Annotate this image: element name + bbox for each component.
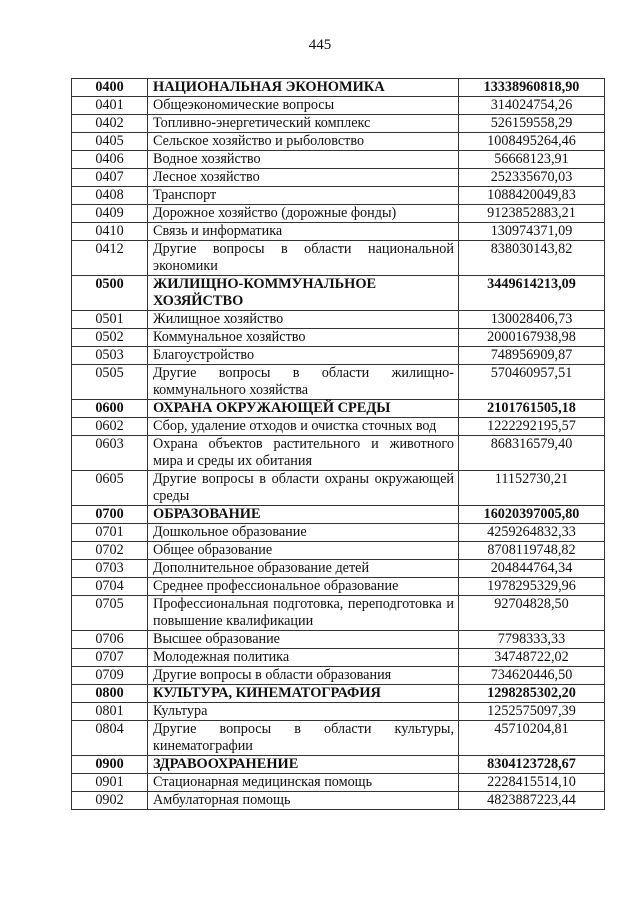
- row-amount: 7798333,33: [459, 631, 605, 649]
- row-amount: 734620446,50: [459, 667, 605, 685]
- row-code: 0401: [72, 97, 148, 115]
- table-row: [72, 329, 605, 347]
- row-name: Дорожное хозяйство (дорожные фонды): [148, 205, 459, 223]
- row-code: 0600: [72, 400, 148, 418]
- table-row: [72, 774, 605, 792]
- row-name: Транспорт: [148, 187, 459, 205]
- row-amount: 868316579,40: [459, 436, 605, 471]
- row-code: 0407: [72, 169, 148, 187]
- row-amount: 1252575097,39: [459, 703, 605, 721]
- table-row: [72, 223, 605, 241]
- row-code: 0800: [72, 685, 148, 703]
- row-code: 0804: [72, 721, 148, 756]
- row-name: Охрана объектов растительного и животного мира и среды их обитания: [148, 436, 459, 471]
- row-code: 0901: [72, 774, 148, 792]
- row-amount: 8304123728,67: [459, 756, 605, 774]
- row-amount: 9123852883,21: [459, 205, 605, 223]
- row-amount: 4259264832,33: [459, 524, 605, 542]
- row-code: 0704: [72, 578, 148, 596]
- table-row: [72, 631, 605, 649]
- table-row: [72, 649, 605, 667]
- table-row: [72, 542, 605, 560]
- row-code: 0405: [72, 133, 148, 151]
- row-code: 0400: [72, 79, 148, 97]
- row-name: Амбулаторная помощь: [148, 792, 459, 810]
- row-amount: 314024754,26: [459, 97, 605, 115]
- row-code: 0706: [72, 631, 148, 649]
- row-name: Сбор, удаление отходов и очистка сточных вод: [148, 418, 459, 436]
- row-amount: 570460957,51: [459, 365, 605, 400]
- row-code: 0902: [72, 792, 148, 810]
- row-code: 0406: [72, 151, 148, 169]
- row-code: 0701: [72, 524, 148, 542]
- row-code: 0707: [72, 649, 148, 667]
- table-row: [72, 311, 605, 329]
- row-amount: 16020397005,80: [459, 506, 605, 524]
- row-name: Водное хозяйство: [148, 151, 459, 169]
- table-row: [72, 703, 605, 721]
- section-row: [72, 79, 605, 97]
- row-name: Другие вопросы в области образования: [148, 667, 459, 685]
- row-amount: 13338960818,90: [459, 79, 605, 97]
- row-name: Общеэкономические вопросы: [148, 97, 459, 115]
- row-amount: 526159558,29: [459, 115, 605, 133]
- table-row: [72, 151, 605, 169]
- row-name: Связь и информатика: [148, 223, 459, 241]
- row-amount: 252335670,03: [459, 169, 605, 187]
- row-name: Профессиональная подготовка, переподготовка и повышение квалификации: [148, 596, 459, 631]
- row-code: 0700: [72, 506, 148, 524]
- row-code: 0402: [72, 115, 148, 133]
- row-amount: 8708119748,82: [459, 542, 605, 560]
- table-row: [72, 97, 605, 115]
- row-amount: 1088420049,83: [459, 187, 605, 205]
- row-name: КУЛЬТУРА, КИНЕМАТОГРАФИЯ: [148, 685, 459, 703]
- row-name: Благоустройство: [148, 347, 459, 365]
- row-amount: 2228415514,10: [459, 774, 605, 792]
- row-code: 0412: [72, 241, 148, 276]
- row-amount: 92704828,50: [459, 596, 605, 631]
- row-amount: 748956909,87: [459, 347, 605, 365]
- row-name: Другие вопросы в области национальной экономики: [148, 241, 459, 276]
- row-name: НАЦИОНАЛЬНАЯ ЭКОНОМИКА: [148, 79, 459, 97]
- row-name: Коммунальное хозяйство: [148, 329, 459, 347]
- row-name: Дополнительное образование детей: [148, 560, 459, 578]
- row-amount: 56668123,91: [459, 151, 605, 169]
- section-row: [72, 506, 605, 524]
- row-amount: 45710204,81: [459, 721, 605, 756]
- row-code: 0409: [72, 205, 148, 223]
- row-amount: 130028406,73: [459, 311, 605, 329]
- row-amount: 4823887223,44: [459, 792, 605, 810]
- row-amount: 1298285302,20: [459, 685, 605, 703]
- row-code: 0501: [72, 311, 148, 329]
- table-row: [72, 205, 605, 223]
- table-row: [72, 115, 605, 133]
- table-row: [72, 667, 605, 685]
- row-amount: 34748722,02: [459, 649, 605, 667]
- row-name: Топливно-энергетический комплекс: [148, 115, 459, 133]
- table-row: [72, 365, 605, 400]
- row-name: Другие вопросы в области жилищно-коммунального хозяйства: [148, 365, 459, 400]
- row-name: ОХРАНА ОКРУЖАЮЩЕЙ СРЕДЫ: [148, 400, 459, 418]
- table-row: [72, 187, 605, 205]
- section-row: [72, 756, 605, 774]
- row-code: 0602: [72, 418, 148, 436]
- row-code: 0603: [72, 436, 148, 471]
- budget-table-body: [72, 79, 605, 810]
- section-row: [72, 400, 605, 418]
- table-row: [72, 596, 605, 631]
- budget-table: [71, 78, 605, 810]
- row-code: 0410: [72, 223, 148, 241]
- row-name: Высшее образование: [148, 631, 459, 649]
- table-row: [72, 418, 605, 436]
- row-amount: 1222292195,57: [459, 418, 605, 436]
- row-name: ЖИЛИЩНО-КОММУНАЛЬНОЕ ХОЗЯЙСТВО: [148, 276, 459, 311]
- row-amount: 3449614213,09: [459, 276, 605, 311]
- row-name: Лесное хозяйство: [148, 169, 459, 187]
- row-amount: 2101761505,18: [459, 400, 605, 418]
- row-name: Культура: [148, 703, 459, 721]
- row-code: 0605: [72, 471, 148, 506]
- table-row: [72, 133, 605, 151]
- row-name: Другие вопросы в области охраны окружающей среды: [148, 471, 459, 506]
- row-amount: 838030143,82: [459, 241, 605, 276]
- row-code: 0503: [72, 347, 148, 365]
- row-code: 0900: [72, 756, 148, 774]
- row-name: ЗДРАВООХРАНЕНИЕ: [148, 756, 459, 774]
- table-row: [72, 169, 605, 187]
- row-code: 0408: [72, 187, 148, 205]
- table-row: [72, 721, 605, 756]
- row-name: Дошкольное образование: [148, 524, 459, 542]
- row-name: Молодежная политика: [148, 649, 459, 667]
- table-row: [72, 347, 605, 365]
- row-amount: 130974371,09: [459, 223, 605, 241]
- row-name: Другие вопросы в области культуры, кинематографии: [148, 721, 459, 756]
- row-code: 0801: [72, 703, 148, 721]
- row-code: 0702: [72, 542, 148, 560]
- row-amount: 2000167938,98: [459, 329, 605, 347]
- row-name: ОБРАЗОВАНИЕ: [148, 506, 459, 524]
- row-code: 0705: [72, 596, 148, 631]
- table-row: [72, 792, 605, 810]
- table-row: [72, 524, 605, 542]
- row-amount: 204844764,34: [459, 560, 605, 578]
- row-amount: 1008495264,46: [459, 133, 605, 151]
- row-amount: 1978295329,96: [459, 578, 605, 596]
- row-code: 0500: [72, 276, 148, 311]
- row-code: 0709: [72, 667, 148, 685]
- section-row: [72, 276, 605, 311]
- table-row: [72, 436, 605, 471]
- row-code: 0703: [72, 560, 148, 578]
- table-row: [72, 471, 605, 506]
- row-name: Сельское хозяйство и рыболовство: [148, 133, 459, 151]
- table-row: [72, 241, 605, 276]
- row-name: Стационарная медицинская помощь: [148, 774, 459, 792]
- row-name: Жилищное хозяйство: [148, 311, 459, 329]
- page-number: 445: [308, 37, 332, 53]
- row-code: 0502: [72, 329, 148, 347]
- row-name: Среднее профессиональное образование: [148, 578, 459, 596]
- row-name: Общее образование: [148, 542, 459, 560]
- row-code: 0505: [72, 365, 148, 400]
- table-row: [72, 560, 605, 578]
- section-row: [72, 685, 605, 703]
- row-amount: 11152730,21: [459, 471, 605, 506]
- table-row: [72, 578, 605, 596]
